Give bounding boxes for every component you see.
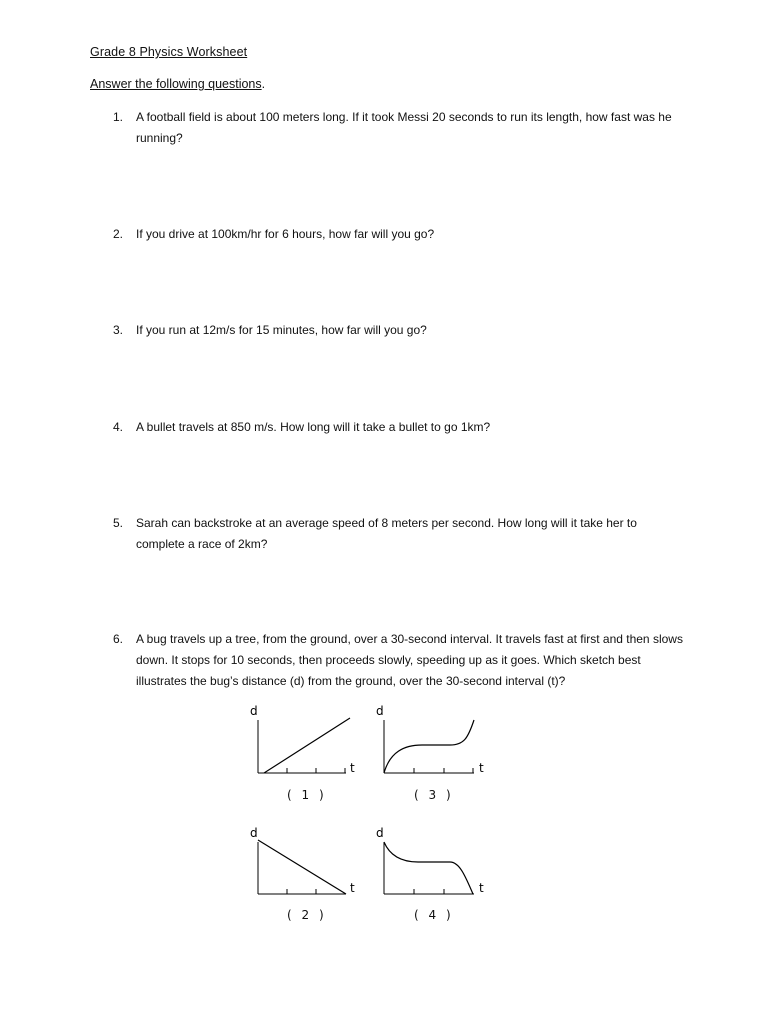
x-axis-label: t <box>479 881 484 895</box>
graph-option-4 <box>372 822 492 902</box>
graph-option-1 <box>246 700 366 780</box>
instructions-text: Answer the following questions <box>90 77 262 91</box>
graph-option-3-label: ( 3 ) <box>414 788 454 802</box>
graph-option-2-label: ( 2 ) <box>287 908 327 922</box>
graph-curve <box>258 840 346 894</box>
question-text: If you run at 12m/s for 15 minutes, how far will you go? <box>136 323 427 337</box>
instructions <box>90 77 265 91</box>
question-text: If you drive at 100km/hr for 6 hours, how far will you go? <box>136 227 435 241</box>
graph-option-4-label: ( 4 ) <box>414 908 454 922</box>
y-axis-label: d <box>376 826 384 840</box>
graph-curve <box>384 720 474 773</box>
graph-option-1-label: ( 1 ) <box>287 788 327 802</box>
y-axis-label: d <box>250 826 258 840</box>
x-axis-label: t <box>350 761 355 775</box>
question-text: Sarah can backstroke at an average speed of 8 meters per second. How long will it take her to complete a race of 2km? <box>136 516 637 551</box>
x-axis-label: t <box>479 761 484 775</box>
question-text: A bullet travels at 850 m/s. How long will it take a bullet to go 1km? <box>136 420 491 434</box>
graph-option-2 <box>246 822 366 902</box>
question-text: A football field is about 100 meters long. If it took Messi 20 seconds to run its length, how fast was he running? <box>136 110 672 145</box>
x-axis-label: t <box>350 881 355 895</box>
question-number: 3. <box>113 323 124 337</box>
question-number: 6. <box>113 632 124 646</box>
y-axis-label: d <box>376 704 384 718</box>
worksheet-title: Grade 8 Physics Worksheet <box>90 45 248 59</box>
y-axis-label: d <box>250 704 258 718</box>
question-number: 4. <box>113 420 124 434</box>
graph-curve <box>384 842 473 894</box>
instructions-punct: . <box>261 77 266 91</box>
question-number: 5. <box>113 516 124 530</box>
graph-curve <box>264 718 350 773</box>
graph-option-3 <box>372 700 492 780</box>
question-number: 2. <box>113 227 124 241</box>
question-number: 1. <box>113 110 124 124</box>
question-text: A bug travels up a tree, from the ground, over a 30-second interval. It travels fast at first and then slows down. It stops for 10 seconds, then proceeds slowly, speeding up as it goes. Which sketch best illustrates the bug’s distance (d) from the ground, over the 30-second interval (t)? <box>136 632 683 688</box>
